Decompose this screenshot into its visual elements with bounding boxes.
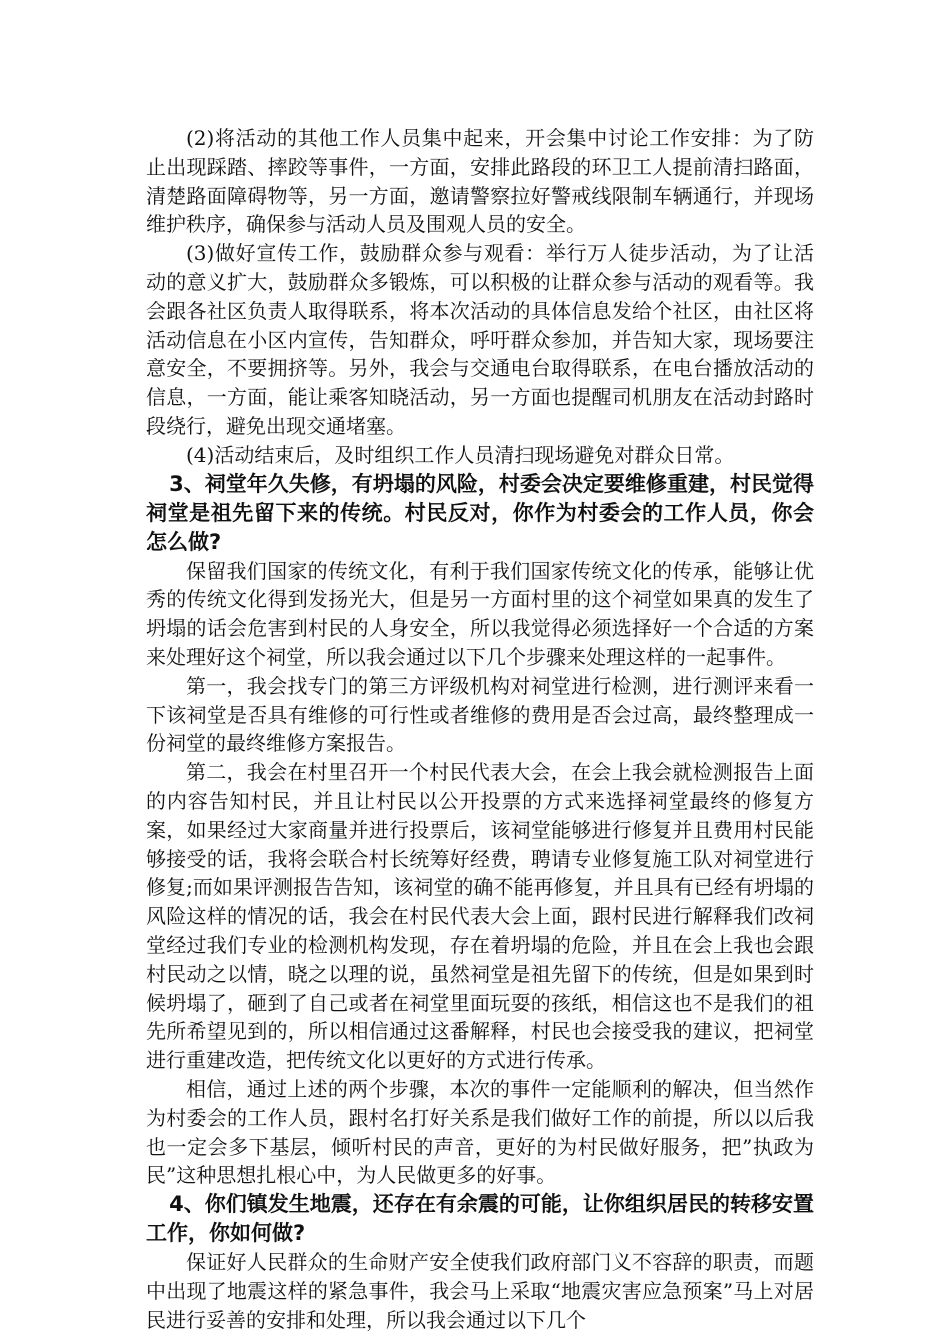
question-4-heading: 4、你们镇发生地震，还存在有余震的可能，让你组织居民的转移安置工作，你如何做? — [146, 1192, 814, 1246]
paragraph-step-4: (4)活动结束后，及时组织工作人员清扫现场避免对群众日常。 — [186, 442, 735, 467]
question-3-heading: 3、祠堂年久失修，有坍塌的风险，村委会决定要维修重建，村民觉得祠堂是祖先留下来的传统。村民反对，你作为村委会的工作人员，你会怎么做? — [146, 471, 814, 554]
q3-conclusion-paragraph: 相信，通过上述的两个步骤，本次的事件一定能顺利的解决，但当然作为村委会的工作人员，跟村名打好关系是我们做好工作的前提，所以以后我也一定会多下基层，倾听村民的声音，更好的为村民做好服务，把”执政为民”这种思想扎根心中，为人民做更多的好事。 — [146, 1076, 814, 1188]
q4-intro-paragraph: 保证好人民群众的生命财产安全使我们政府部门义不容辞的职责，而题中出现了地震这样的紧急事件，我会马上采取“地震灾害应急预案”马上对居民进行妥善的安排和处理，所以我会通过以下几个 — [146, 1250, 814, 1332]
q3-first-step-paragraph: 第一，我会找专门的第三方评级机构对祠堂进行检测，进行测评来看一下该祠堂是否具有维修的可行性或者维修的费用是否会过高，最终整理成一份祠堂的最终维修方案报告。 — [146, 673, 814, 756]
q3-intro-paragraph: 保留我们国家的传统文化，有利于我们国家传统文化的传承，能够让优秀的传统文化得到发扬光大，但是另一方面村里的这个祠堂如果真的发生了坍塌的话会危害到村民的人身安全，所以我觉得必须选择好一个合适的方案来处理好这个祠堂，所以我会通过以下几个步骤来处理这样的一起事件。 — [146, 558, 814, 669]
document-page — [146, 124, 814, 1334]
paragraph-step-2: (2)将活动的其他工作人员集中起来，开会集中讨论工作安排：为了防止出现踩踏、摔跤等事件，一方面，安排此路段的环卫工人提前清扫路面，清楚路面障碍物等，另一方面，邀请警察拉好警戒线限制车辆通行，并现场维护秩序，确保参与活动人员及围观人员的安全。 — [146, 126, 814, 237]
q3-second-step-paragraph: 第二，我会在村里召开一个村民代表大会，在会上我会就检测报告上面的内容告知村民，并且让村民以公开投票的方式来选择祠堂最终的修复方案，如果经过大家商量并进行投票后，该祠堂能够进行修复并且费用村民能够接受的话，我将会联合村长统筹好经费，聘请专业修复施工队对祠堂进行修复;而如果评测报告告知，该祠堂的确不能再修复，并且具有已经有坍塌的风险这样的情况的话，我会在村民代表大会上面，跟村民进行解释我们改祠堂经过我们专业的检测机构发现，存在着坍塌的危险，并且在会上我也会跟村民动之以情，晓之以理的说，虽然祠堂是祖先留下的传统，但是如果到时候坍塌了，砸到了自己或者在祠堂里面玩耍的孩纸，相信这也不是我们的祖先所希望见到的，所以相信通过这番解释，村民也会接受我的建议，把祠堂进行重建改造，把传统文化以更好的方式进行传承。 — [146, 760, 814, 1073]
paragraph-step-3: (3)做好宣传工作，鼓励群众参与观看：举行万人徒步活动，为了让活动的意义扩大，鼓励群众多锻炼，可以积极的让群众参与活动的观看等。我会跟各社区负责人取得联系，将本次活动的具体信息发给个社区，由社区将活动信息在小区内宣传，告知群众，呼吁群众参加，并告知大家，现场要注意安全，不要拥挤等。另外，我会与交通电台取得联系，在电台播放活动的信息，一方面，能让乘客知晓活动，另一方面也提醒司机朋友在活动封路时段绕行，避免出现交通堵塞。 — [146, 241, 814, 438]
